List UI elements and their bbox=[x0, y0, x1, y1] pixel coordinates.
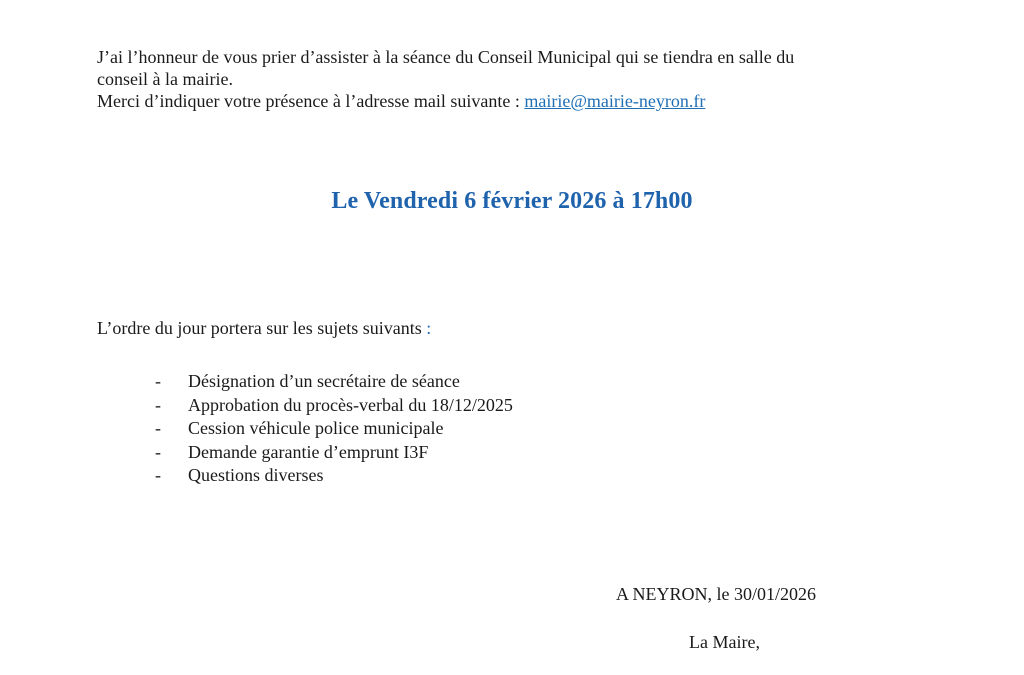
agenda-intro bbox=[97, 317, 431, 339]
invitation-line-2: conseil à la mairie. bbox=[97, 69, 233, 89]
mail-request-line bbox=[97, 90, 929, 112]
agenda-item bbox=[155, 441, 513, 465]
invitation-line-1: J’ai l’honneur de vous prier d’assister à la séance du Conseil Municipal qui se tiendra en salle du bbox=[97, 47, 795, 67]
agenda-list bbox=[155, 370, 513, 488]
agenda-item-dash: - bbox=[155, 465, 161, 485]
agenda-intro-colon: : bbox=[426, 318, 432, 338]
invitation-paragraph bbox=[97, 46, 929, 112]
agenda-item-dash: - bbox=[155, 394, 161, 415]
agenda-item bbox=[155, 464, 513, 488]
agenda-item-text: Demande garantie d’emprunt I3F bbox=[188, 441, 429, 462]
signature-title: La Maire, bbox=[689, 632, 760, 652]
mail-address-link[interactable]: mairie@mairie-neyron.fr bbox=[524, 91, 706, 111]
agenda-item-text: Approbation du procès-verbal du 18/12/2025 bbox=[188, 394, 513, 415]
agenda-item-dash: - bbox=[155, 441, 161, 462]
agenda-intro-text: L’ordre du jour portera sur les sujets suivants bbox=[97, 318, 427, 338]
meeting-date-heading: Le Vendredi 6 février 2026 à 17h00 bbox=[331, 188, 693, 214]
agenda-item-dash: - bbox=[155, 371, 161, 391]
agenda-item-text: Cession véhicule police municipale bbox=[188, 418, 444, 438]
mail-prompt: Merci d’indiquer votre présence à l’adresse mail suivante : bbox=[97, 91, 525, 111]
agenda-item bbox=[155, 370, 513, 394]
agenda-item-text: Questions diverses bbox=[188, 465, 324, 485]
agenda-item-text: Désignation d’un secrétaire de séance bbox=[188, 371, 460, 391]
agenda-item bbox=[155, 417, 513, 441]
signature-place-date: A NEYRON, le 30/01/2026 bbox=[616, 584, 816, 604]
agenda-item-dash: - bbox=[155, 418, 161, 438]
agenda-item bbox=[155, 394, 513, 418]
